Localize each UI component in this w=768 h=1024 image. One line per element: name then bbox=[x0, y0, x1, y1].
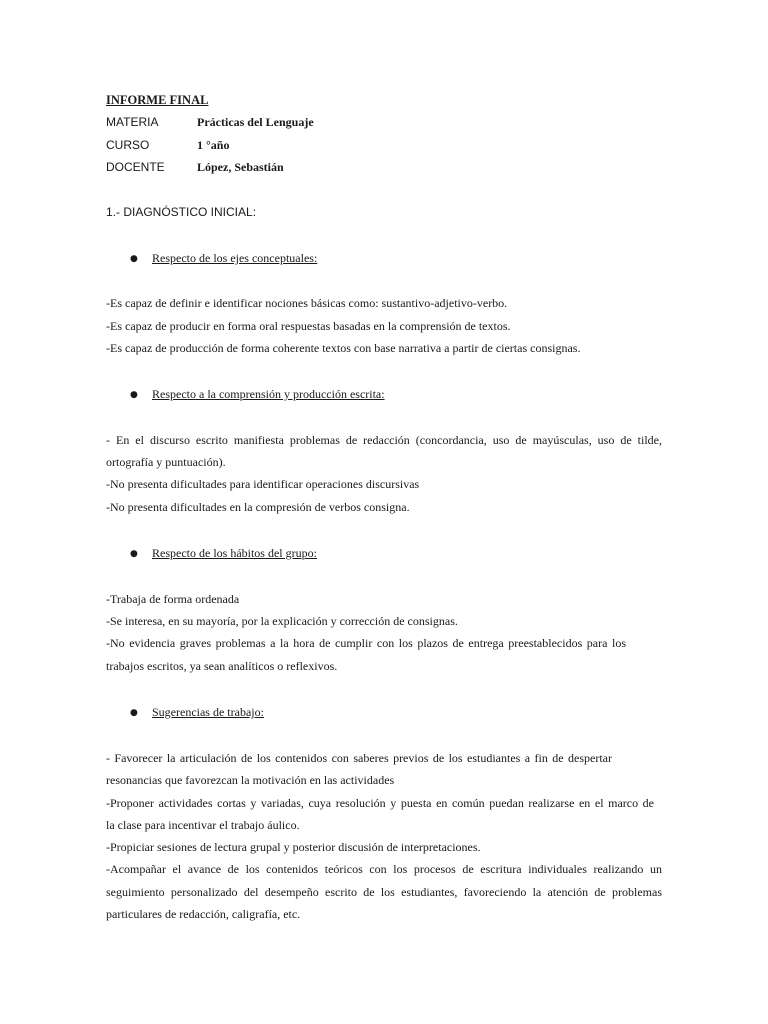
bullet-heading: Respecto a la comprensión y producción escrita: bbox=[152, 387, 385, 401]
field-label-materia: MATERIA bbox=[106, 115, 159, 129]
paragraph-line: -No presenta dificultades para identificar operaciones discursivas bbox=[106, 477, 420, 491]
paragraph-line: - En el discurso escrito manifiesta problemas de redacción (concordancia, uso de mayúsculas, uso de tilde, bbox=[106, 433, 662, 447]
paragraph-line: -Es capaz de producir en forma oral respuestas basadas en la comprensión de textos. bbox=[106, 319, 511, 333]
bullet-icon: ● bbox=[130, 254, 138, 264]
paragraph-line: trabajos escritos, ya sean analíticos o reflexivos. bbox=[106, 659, 338, 673]
bullet-icon: ● bbox=[130, 708, 138, 718]
paragraph-line: -Es capaz de producción de forma coherente textos con base narrativa a partir de ciertas consignas. bbox=[106, 341, 581, 355]
field-value-materia: Prácticas del Lenguaje bbox=[197, 115, 314, 129]
bullet-heading: Respecto de los ejes conceptuales: bbox=[152, 251, 318, 265]
paragraph-line: -Propiciar sesiones de lectura grupal y posterior discusión de interpretaciones. bbox=[106, 840, 481, 854]
bullet-icon: ● bbox=[130, 549, 138, 559]
paragraph-line: resonancias que favorezcan la motivación en las actividades bbox=[106, 773, 395, 787]
bullet-icon: ● bbox=[130, 390, 138, 400]
paragraph-line: -No evidencia graves problemas a la hora de cumplir con los plazos de entrega preestablecidos para los bbox=[106, 636, 626, 650]
bullet-sugerencias-trabajo bbox=[130, 704, 264, 721]
field-label-curso: CURSO bbox=[106, 138, 150, 152]
paragraph-line: -Es capaz de definir e identificar nociones básicas como: sustantivo-adjetivo-verbo. bbox=[106, 296, 508, 310]
paragraph-line: -Se interesa, en su mayoría, por la explicación y corrección de consignas. bbox=[106, 614, 458, 628]
bullet-heading: Respecto de los hábitos del grupo: bbox=[152, 546, 317, 560]
paragraph-line: -Acompañar el avance de los contenidos teóricos con los procesos de escritura individuales realizando un bbox=[106, 862, 662, 876]
paragraph-line: ortografía y puntuación). bbox=[106, 455, 226, 469]
bullet-heading: Sugerencias de trabajo: bbox=[152, 705, 264, 719]
paragraph-line: - Favorecer la articulación de los contenidos con saberes previos de los estudiantes a fin de despertar bbox=[106, 751, 612, 765]
document-title: INFORME FINAL bbox=[106, 93, 209, 107]
bullet-ejes-conceptuales bbox=[130, 250, 317, 267]
paragraph-line: la clase para incentivar el trabajo áulico. bbox=[106, 818, 300, 832]
paragraph-line: seguimiento personalizado del desempeño escrito de los estudiantes, favoreciendo la atención de problemas bbox=[106, 885, 662, 899]
field-value-docente: López, Sebastián bbox=[197, 160, 284, 174]
paragraph-line: -Proponer actividades cortas y variadas, cuya resolución y puesta en común puedan realizarse en el marco de bbox=[106, 796, 654, 810]
section-heading-diagnostico: 1.- DIAGNÓSTICO INICIAL: bbox=[106, 205, 257, 219]
paragraph-line: -No presenta dificultades en la compresión de verbos consigna. bbox=[106, 500, 410, 514]
bullet-comprension-produccion bbox=[130, 386, 385, 403]
paragraph-line: -Trabaja de forma ordenada bbox=[106, 592, 240, 606]
field-label-docente: DOCENTE bbox=[106, 160, 165, 174]
bullet-habitos-grupo bbox=[130, 545, 317, 562]
field-value-curso: 1 °año bbox=[197, 138, 230, 152]
paragraph-line: particulares de redacción, caligrafía, etc. bbox=[106, 907, 301, 921]
